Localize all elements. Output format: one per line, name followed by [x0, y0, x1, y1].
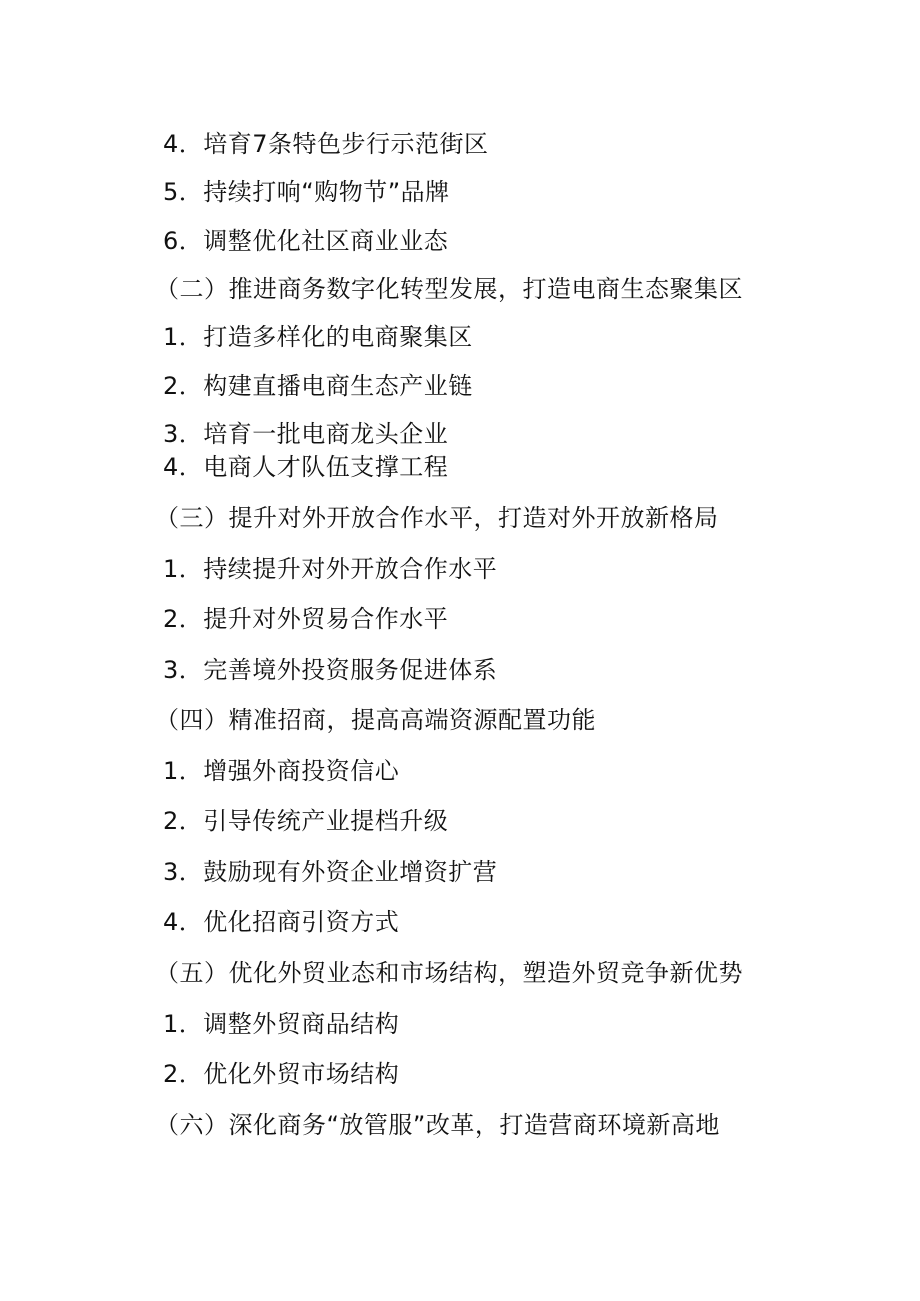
section-heading: （六）深化商务“放管服”改革，打造营商环境新高地 — [155, 1111, 720, 1139]
list-item: 1．打造多样化的电商聚集区 — [163, 323, 473, 351]
list-item: 1．调整外贸商品结构 — [163, 1010, 400, 1038]
list-item: 2．提升对外贸易合作水平 — [163, 605, 449, 633]
section-heading: （五）优化外贸业态和市场结构，塑造外贸竞争新优势 — [155, 959, 743, 987]
list-item: 1．增强外商投资信心 — [163, 757, 400, 785]
list-item: 2．引导传统产业提档升级 — [163, 807, 449, 835]
list-item: 3．完善境外投资服务促进体系 — [163, 656, 498, 684]
list-item: 6．调整优化社区商业业态 — [163, 227, 449, 255]
list-item: 3．鼓励现有外资企业增资扩营 — [163, 858, 498, 886]
section-heading: （三）提升对外开放合作水平，打造对外开放新格局 — [155, 504, 719, 532]
section-heading: （四）精准招商，提高高端资源配置功能 — [155, 706, 596, 734]
list-item: 4．优化招商引资方式 — [163, 908, 400, 936]
list-item: 2．构建直播电商生态产业链 — [163, 372, 473, 400]
list-item: 4．培育7条特色步行示范街区 — [163, 130, 489, 158]
list-item: 2．优化外贸市场结构 — [163, 1060, 400, 1088]
list-item: 5．持续打响“购物节”品牌 — [163, 178, 450, 206]
list-item: 1．持续提升对外开放合作水平 — [163, 555, 498, 583]
list-item: 4．电商人才队伍支撑工程 — [163, 453, 449, 481]
list-item: 3．培育一批电商龙头企业 — [163, 420, 449, 448]
section-heading: （二）推进商务数字化转型发展，打造电商生态聚集区 — [155, 275, 743, 303]
